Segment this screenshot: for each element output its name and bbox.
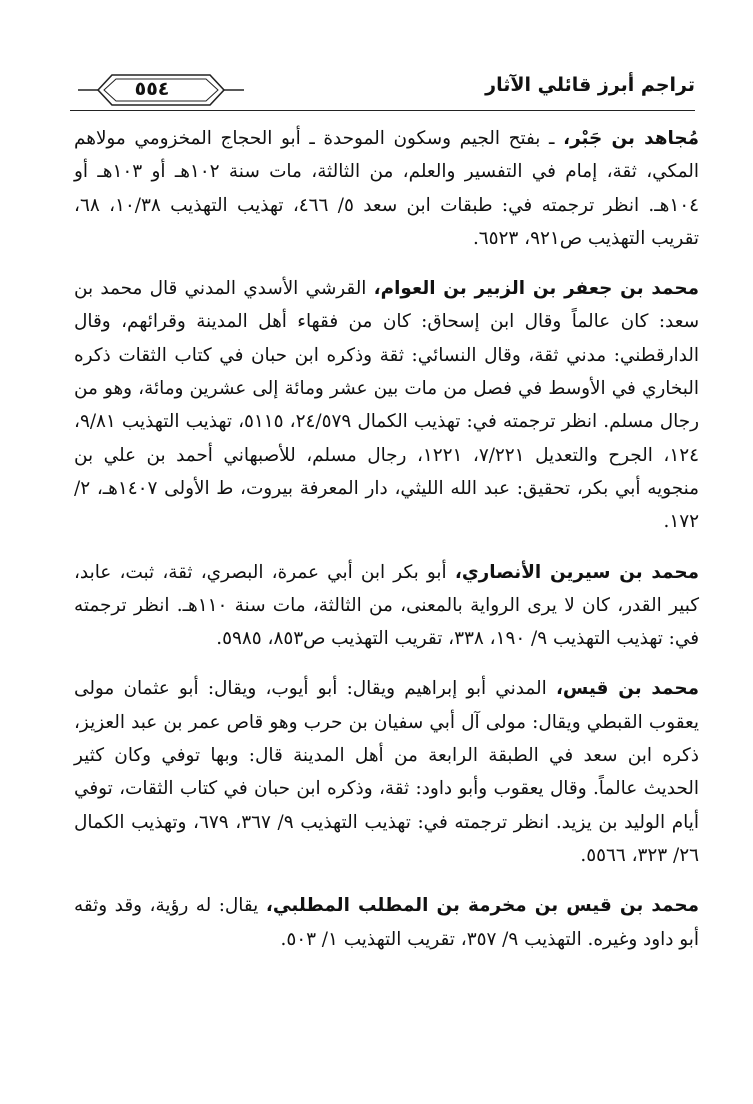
entry-text: أبو بكر ابن أبي عمرة، البصري، ثقة، ثبت، عابد، كبير القدر، كان لا يرى الرواية بالمعنى، من الثالثة، مات سنة ١١٠هـ. انظر ترجمته في: تهذيب التهذيب ٩/ ١٩٠، ٣٣٨، تقريب التهذيب ص٨٥٣، ٥٩٨٥. bbox=[74, 561, 700, 650]
entry-muhammad-bin-qays-bin-makhrama bbox=[74, 889, 699, 956]
entry-muhammad-bin-qays bbox=[74, 672, 699, 872]
entry-text: ـ بفتح الجيم وسكون الموحدة ـ أبو الحجاج المخزومي مولاهم المكي، ثقة، إمام في التفسير والعلم، من الثالثة، مات سنة ١٠٢هـ أو ١٠٣هـ أو ١٠٤هـ. انظر ترجمته في: طبقات ابن سعد ٥/ ٤٦٦، تهذيب التهذيب ١٠/٣٨، ٦٨، تقريب التهذيب ص٩٢١، ٦٥٢٣. bbox=[74, 128, 700, 249]
entry-name: محمد بن جعفر بن الزبير بن العوام، bbox=[373, 278, 699, 300]
entry-name: محمد بن قيس بن مخرمة بن المطلب المطلبي، bbox=[265, 895, 699, 917]
entry-name: مُجاهد بن جَبْر، bbox=[563, 128, 700, 149]
entry-text: المدني أبو إبراهيم ويقال: أبو أيوب، ويقال: أبو عثمان مولى يعقوب القبطي ويقال: مولى آل أبي سفيان بن حرب وهو قاص عمر بن عبد العزيز، ذكره ابن سعد في الطبقة الرابعة من أهل المدينة قال: وبها توفي وكان كثير الحديث عالماً. وقال يعقوب وأبو داود: ثقة، وذكره ابن حبان في كتاب الثقات، توفي أيام الوليد بن يزيد. انظر ترجمته في: تهذيب التهذيب ٩/ ٣٦٧، ٦٧٩، وتهذيب الكمال ٢٦/ ٣٢٣، ٥٥٦٦. bbox=[74, 678, 699, 866]
entry-name: محمد بن سيرين الأنصاري، bbox=[454, 561, 699, 583]
page-header bbox=[70, 70, 695, 116]
page-number: ٥٥٤ bbox=[134, 78, 170, 100]
entry-muhammad-bin-sirin bbox=[74, 556, 699, 656]
biographies bbox=[74, 122, 699, 973]
entry-name: محمد بن قيس، bbox=[555, 678, 700, 700]
running-title: تراجم أبرز قائلي الآثار bbox=[485, 74, 695, 96]
header-rule bbox=[70, 110, 695, 111]
entry-text: القرشي الأسدي المدني قال محمد بن سعد: كان عالماً وقال ابن إسحاق: كان من فقهاء أهل المدينة وقرائهم، وقال الدارقطني: مدني ثقة، وقال النسائي: ثقة وذكره ابن حبان في كتاب الثقات ذكره البخاري في الأوسط في فصل من مات بين عشر ومائة إلى عشرين ومائة، وهو من رجال مسلم. انظر ترجمته في: تهذيب الكمال ٢٤/٥٧٩، ٥١١٥، تهذيب التهذيب ٩/٨١، ١٢٤، الجرح والتعديل ٧/٢٢١، ١٢٢١، رجال مسلم، للأصبهاني أحمد بن علي بن منجويه أبي بكر، تحقيق: عبد الله الليثي، دار المعرفة بيروت، ط الأولى ١٤٠٧هـ، ٢/ ١٧٢. bbox=[74, 278, 699, 533]
entry-text: يقال: له رؤية، وقد وثقه أبو داود وغيره. التهذيب ٩/ ٣٥٧، تقريب التهذيب ١/ ٥٠٣. bbox=[74, 895, 699, 950]
entry-mujahid bbox=[74, 122, 699, 255]
entry-muhammad-bin-jafar bbox=[74, 272, 699, 538]
